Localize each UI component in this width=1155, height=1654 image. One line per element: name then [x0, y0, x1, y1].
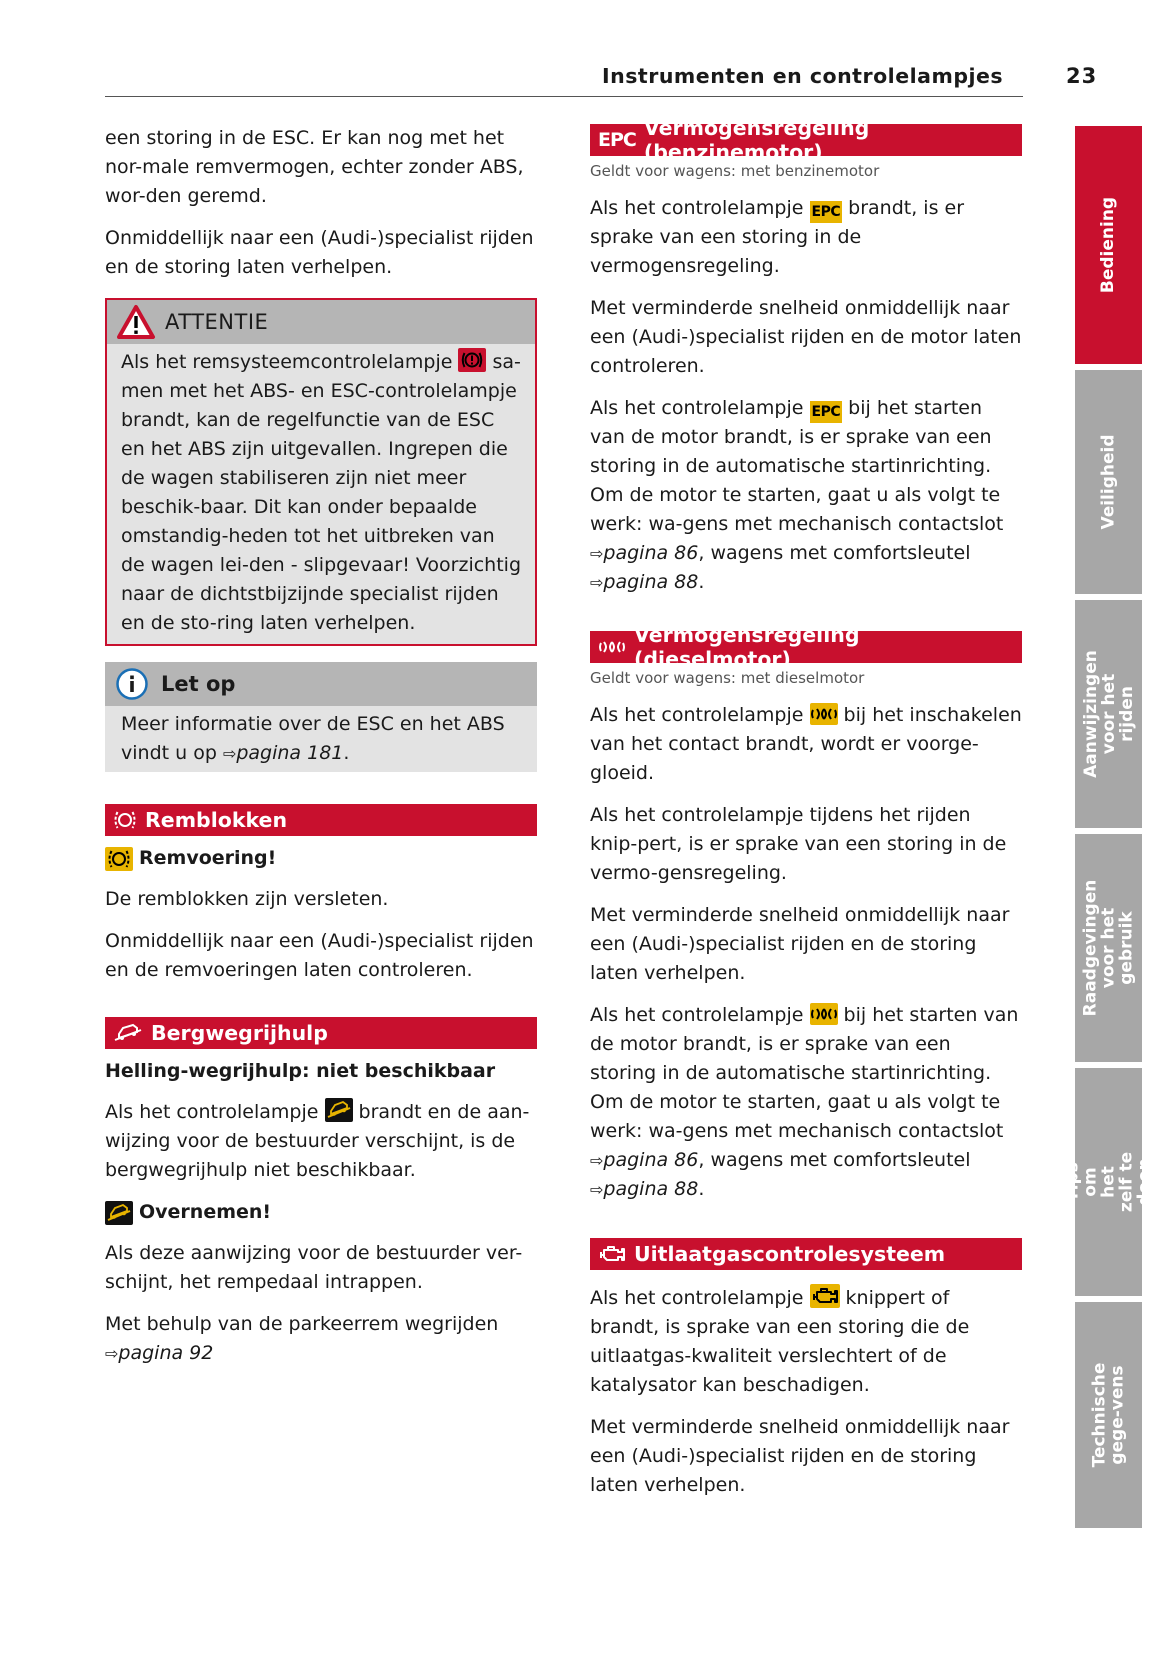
epc-p1-a: Als het controlelampje [590, 197, 804, 219]
reference-arrow-icon: ⇨ [590, 544, 604, 563]
section-title-epc: Vermogensregeling (benzinemotor) [643, 116, 870, 164]
epc-p3-a: Als het controlelampje [590, 397, 804, 419]
note-suffix: . [343, 742, 350, 764]
glow-plug-lamp-icon [810, 703, 838, 725]
section-header-uitlaat [590, 1238, 1022, 1270]
uitlaat-p1-a: Als het controlelampje [590, 1287, 804, 1309]
note-box [105, 662, 537, 772]
epc-lamp-icon: EPC [810, 201, 843, 223]
note-text [121, 710, 521, 768]
epc-p3-b: bij het starten van de motor brandt, is er sprake van een storing in de automatische startinrichting. Om de motor te starten, gaat u als volgt te werk: wa-gens met mechanisch contactslot [590, 397, 1004, 535]
epc-applies-to: Geldt voor wagens: met benzinemotor [590, 162, 880, 180]
tab-label: Tips om het zelf te doen [1062, 1151, 1155, 1213]
bergweg-p1-b: brandt en de aan-wijzing voor de bestuurder verschijnt, is de bergwegrijhulp niet beschikbaar. [105, 1101, 530, 1181]
esc-paragraph-1: een storing in de ESC. Er kan nog met het nor-male remvermogen, echter zonder ABS, wor-den geremd. [105, 127, 524, 207]
section-header-epc [590, 116, 1022, 164]
subheading-helling-wegrijhulp: Helling-wegrijhulp: niet beschikbaar [105, 1060, 496, 1082]
epc-page-link-1[interactable]: pagina 86 [603, 542, 699, 564]
epc-icon: EPC [598, 129, 636, 151]
reference-arrow-icon: ⇨ [222, 744, 237, 763]
left-column [105, 124, 537, 1381]
tab-bediening[interactable] [1075, 126, 1142, 364]
bergweg-p3-text: Met behulp van de parkeerrem wegrijden [105, 1313, 499, 1335]
uitlaat-paragraph-2: Met verminderde snelheid onmiddellijk naar een (Audi-)specialist rijden en de storing laten verhelpen. [590, 1416, 1010, 1496]
attention-box [105, 298, 537, 646]
section-title-diesel: Vermogensregeling (dieselmotor) [634, 623, 860, 671]
remblokken-paragraph-2: Onmiddellijk naar een (Audi-)specialist rijden en de remvoeringen laten controleren. [105, 930, 534, 981]
tab-raadgevingen[interactable] [1075, 834, 1142, 1062]
subheading-remvoering-text: Remvoering! [139, 847, 277, 869]
reference-arrow-icon: ⇨ [105, 1344, 119, 1363]
diesel-p1-b: bij het inschakelen van het contact brandt, wordt er voorge-gloeid. [590, 704, 1022, 784]
bergweg-paragraph-1 [105, 1098, 537, 1185]
diesel-paragraph-3: Met verminderde snelheid onmiddellijk naar een (Audi-)specialist rijden en de storing laten verhelpen. [590, 904, 1010, 984]
diesel-p4-c: , wagens met comfortsleutel [698, 1149, 971, 1171]
subheading-overnemen-text: Overnemen! [139, 1201, 272, 1223]
right-column [590, 116, 1022, 1513]
brake-pad-lamp-icon [105, 847, 133, 871]
diesel-applies-to: Geldt voor wagens: met dieselmotor [590, 669, 865, 687]
reference-arrow-icon: ⇨ [590, 1180, 604, 1199]
attention-text [121, 348, 521, 638]
tab-aanwijzingen[interactable] [1075, 600, 1142, 828]
tab-label: Raadgevingen voor het gebruik [1080, 879, 1137, 1017]
bergweg-paragraph-3 [105, 1310, 537, 1368]
hill-hold-lamp-icon [325, 1098, 353, 1122]
epc-p3-d: . [698, 571, 705, 593]
diesel-page-link-1[interactable]: pagina 86 [603, 1149, 699, 1171]
epc-p1-b: brandt, is er sprake van een storing in de vermogensregeling. [590, 197, 965, 277]
diesel-p4-a: Als het controlelampje [590, 1004, 804, 1026]
section-title-uitlaat: Uitlaatgascontrolesysteem [634, 1242, 946, 1266]
epc-p3-c: , wagens met comfortsleutel [698, 542, 971, 564]
bergweg-p1-a: Als het controlelampje [105, 1101, 319, 1123]
tab-label: Technische gege-vens [1089, 1362, 1128, 1468]
note-text-main: Meer informatie over de ESC en het ABS vindt u op [121, 713, 505, 764]
tab-technische-gegevens[interactable] [1075, 1302, 1142, 1528]
section-title-bergwegrijhulp: Bergwegrijhulp [151, 1021, 328, 1045]
epc-page-link-2[interactable]: pagina 88 [603, 571, 699, 593]
tab-label: Veiligheid [1098, 434, 1119, 530]
warning-triangle-icon [117, 305, 155, 339]
epc-paragraph-1 [590, 194, 1022, 281]
diesel-p4-b: bij het starten van de motor brandt, is er sprake van een storing in de automatische startinrichting. Om de motor te starten, gaat u als volgt te werk: wa-gens met mechanisch contactslot [590, 1004, 1019, 1142]
epc-lamp-icon-2: EPC [810, 401, 843, 423]
attention-text-b: sa-men met het ABS- en ESC-controlelampje brandt, kan de regelfunctie van de ESC en het ABS zijn uitgevallen. Ingrepen die de wagen stabiliseren zijn niet meer beschik-baar. Dit kan onder bepaalde omstandig-heden tot het uitbreken van de wagen lei-den - slipgevaar! Voorzichtig naar de dichtstbijzijnde specialist rijden en de sto-ring laten verhelpen. [121, 351, 522, 634]
uitlaat-paragraph-1 [590, 1284, 1022, 1400]
section-header-bergwegrijhulp [105, 1017, 537, 1049]
tab-tips[interactable] [1062, 1068, 1155, 1296]
note-body [105, 706, 537, 772]
diesel-p1-a: Als het controlelampje [590, 704, 804, 726]
tab-label: Aanwijzingen voor het rijden [1080, 650, 1137, 778]
page-number: 23 [1066, 64, 1098, 88]
hill-hold-icon [113, 1022, 143, 1044]
epc-paragraph-2: Met verminderde snelheid onmiddellijk naar een (Audi-)specialist rijden en de motor laten controleren. [590, 297, 1022, 377]
remblokken-paragraph-1: De remblokken zijn versleten. [105, 888, 389, 910]
diesel-paragraph-4 [590, 1001, 1022, 1204]
section-header-diesel [590, 623, 1022, 671]
attention-text-a: Als het remsysteemcontrolelampje [121, 351, 453, 373]
subheading-remvoering [105, 844, 537, 873]
diesel-paragraph-1 [590, 701, 1022, 788]
section-header-remblokken [105, 804, 537, 836]
glow-plug-lamp-icon-2 [810, 1003, 838, 1025]
reference-arrow-icon: ⇨ [590, 573, 604, 592]
diesel-paragraph-2: Als het controlelampje tijdens het rijden knip-pert, is er sprake van een storing in de vermo-gensregeling. [590, 804, 1007, 884]
note-page-link[interactable]: pagina 181 [236, 742, 344, 764]
subheading-overnemen [105, 1198, 537, 1227]
glow-plug-icon [598, 637, 626, 657]
note-title: Let op [161, 672, 236, 696]
engine-lamp-icon [810, 1284, 840, 1308]
attention-header [107, 300, 535, 344]
brake-pad-icon [113, 809, 137, 831]
reference-arrow-icon: ⇨ [590, 1151, 604, 1170]
diesel-page-link-2[interactable]: pagina 88 [603, 1178, 699, 1200]
hill-hold-lamp-icon-2 [105, 1201, 133, 1225]
info-icon [115, 667, 149, 701]
diesel-p4-d: . [698, 1178, 705, 1200]
esc-paragraph-2: Onmiddellijk naar een (Audi-)specialist rijden en de storing laten verhelpen. [105, 227, 534, 278]
section-title-remblokken: Remblokken [145, 808, 288, 832]
attention-title: ATTENTIE [165, 310, 269, 334]
uitlaat-p1-b: knippert of brandt, is sprake van een storing die de uitlaatgas-kwaliteit verslechtert of de katalysator kan beschadigen. [590, 1287, 970, 1396]
header-rule [105, 96, 1023, 97]
note-header [105, 662, 537, 706]
epc-paragraph-3 [590, 394, 1022, 597]
attention-body [107, 344, 535, 644]
brake-system-lamp-icon [458, 348, 486, 372]
bergweg-paragraph-2: Als deze aanwijzing voor de bestuurder ver-schijnt, het rempedaal intrappen. [105, 1242, 523, 1293]
tab-label: Bediening [1098, 196, 1119, 294]
running-header-title: Instrumenten en controlelampjes [602, 64, 1004, 88]
tab-veiligheid[interactable] [1075, 370, 1142, 594]
bergweg-page-link[interactable]: pagina 92 [118, 1342, 214, 1364]
engine-icon [598, 1244, 626, 1264]
